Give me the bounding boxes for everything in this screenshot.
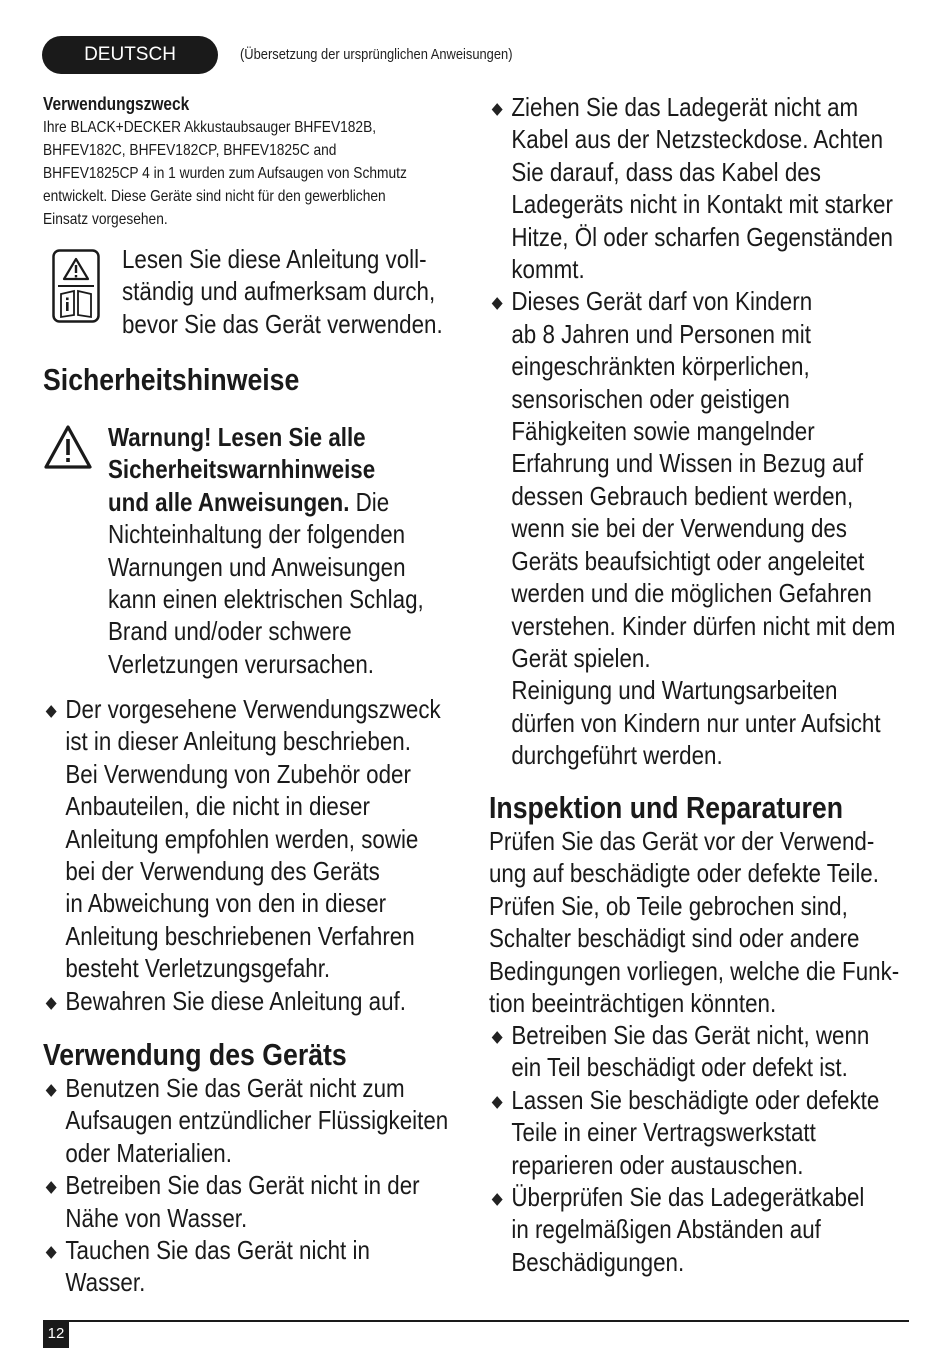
list-line: Wasser. [65,1267,146,1298]
paragraph-line: Schalter beschädigt sind oder andere [489,923,860,954]
inspection-intro [489,825,899,1019]
list-line: Aufsaugen entzündlicher Flüssigkeiten [65,1105,449,1136]
paragraph-line: ung auf beschädigte oder defekte Teile. [489,858,879,889]
list-line: werden und die möglichen Gefahren [511,578,872,609]
warning-triangle-icon [43,424,93,470]
list-line: Benutzen Sie das Gerät nicht zum [65,1073,405,1103]
warning-line: Warnungen und Anweisungen [108,551,406,582]
list-line: Hitze, Öl oder scharfen Gegenständen [511,221,893,252]
list-line: Anbauteilen, die nicht in dieser [65,791,370,822]
usage-heading: Verwendung des Geräts [43,1037,347,1072]
safety-heading: Sicherheitshinweise [43,362,300,397]
list-line: ein Teil beschädigt oder defekt ist. [511,1052,848,1083]
list-line: durchgeführt werden. [511,740,723,771]
intended-use-section [43,92,473,231]
list-line: Sie darauf, dass das Kabel des [511,156,821,187]
list-item [489,285,895,771]
paragraph-line: tion beeinträchtigen könnten. [489,988,777,1019]
list-item [489,91,895,285]
usage-bullets [43,1072,448,1299]
list-line: Der vorgesehene Verwendungszweck [65,694,441,724]
read-manual-text [122,243,443,340]
bullet-diamond-icon [46,997,57,1010]
list-line: Kabel aus der Netzsteckdose. Achten [511,124,884,155]
bullet-diamond-icon [492,1096,503,1109]
warning-bold-line: Warnung! Lesen Sie alle [108,422,366,452]
list-line: Bewahren Sie diese Anleitung auf. [65,985,406,1016]
warning-line: Die [349,486,390,517]
list-item [489,1084,879,1181]
list-line: Betreiben Sie das Gerät nicht, wenn [511,1020,870,1050]
read-manual-icon [52,249,100,323]
list-line: sensorischen oder geistigen [511,383,790,414]
language-tab: DEUTSCH [42,36,218,74]
list-line: Nähe von Wasser. [65,1202,248,1233]
right-safety-bullets [489,91,895,772]
list-line: in regelmäßigen Abständen auf [511,1214,821,1245]
list-line: bei der Verwendung des Geräts [65,856,380,887]
list-line: Teile in einer Vertragswerkstatt [511,1117,816,1148]
list-line: Ziehen Sie das Ladegerät nicht am [511,92,859,122]
warning-line: Brand und/oder schwere [108,616,352,647]
list-line: Anleitung empfohlen werden, sowie [65,823,419,854]
intended-use-title: Verwendungszweck [43,94,190,114]
bullet-diamond-icon [492,1193,503,1206]
list-line: besteht Verletzungsgefahr. [65,953,331,984]
intended-use-line: BHFEV1825CP 4 in 1 wurden zum Aufsaugen von Schmutz [43,165,407,182]
intended-use-line: entwickelt. Diese Geräte sind nicht für den gewerblichen [43,188,386,205]
list-line: Geräts beaufsichtigt oder angeleitet [511,545,865,576]
list-line: wenn sie bei der Verwendung des [511,513,848,544]
list-item [43,1072,448,1169]
list-line: Reinigung und Wartungsarbeiten [511,675,838,706]
list-line: Dieses Gerät darf von Kindern [511,286,813,317]
list-line: kommt. [511,254,585,285]
list-line: Bei Verwendung von Zubehör oder [65,758,411,789]
translation-note: (Übersetzung der ursprünglichen Anweisungen) [240,46,513,63]
list-line: Betreiben Sie das Gerät nicht in der [65,1170,420,1201]
list-line: oder Materialien. [65,1137,232,1168]
list-item [43,693,441,985]
warning-bold-line: Sicherheitswarnhinweise [108,454,376,485]
list-line: reparieren oder austauschen. [511,1149,804,1180]
list-item [43,985,441,1017]
bullet-diamond-icon [46,1246,57,1259]
bullet-diamond-icon [46,1181,57,1194]
warning-paragraph [108,421,424,680]
read-manual-line: Lesen Sie diese Anleitung voll- [122,244,427,274]
list-line: Überprüfen Sie das Ladegerätkabel [511,1182,865,1213]
footer-divider [43,1320,909,1322]
paragraph-line: Bedingungen vorliegen, welche die Funk- [489,955,900,986]
safety-bullets [43,693,441,1017]
list-line: ab 8 Jahren und Personen mit [511,318,811,349]
bullet-diamond-icon [46,1084,57,1097]
paragraph-line: Prüfen Sie, ob Teile gebrochen sind, [489,890,848,921]
list-line: Lassen Sie beschädigte oder defekte [511,1084,880,1115]
read-manual-line: bevor Sie das Gerät verwenden. [122,308,443,339]
page-number: 12 [43,1320,69,1348]
warning-line: Verletzungen verursachen. [108,648,375,679]
list-item [489,1019,879,1084]
list-line: eingeschränkten körperlichen, [511,351,810,382]
list-line: dessen Gebrauch bedient werden, [511,480,854,511]
intended-use-line: BHFEV182C, BHFEV182CP, BHFEV1825C and [43,142,337,159]
list-line: dürfen von Kindern nur unter Aufsicht [511,707,881,738]
list-line: ist in dieser Anleitung beschrieben. [65,726,411,757]
list-line: Fähigkeiten sowie mangelnder [511,416,815,447]
list-line: Erfahrung und Wissen in Bezug auf [511,448,864,479]
list-item [43,1234,448,1299]
list-line: in Abweichung von den in dieser [65,888,387,919]
warning-bold-line: und alle Anweisungen. [108,486,350,517]
inspection-bullets [489,1019,879,1278]
warning-line: kann einen elektrischen Schlag, [108,584,424,615]
list-line: Tauchen Sie das Gerät nicht in [65,1235,370,1266]
bullet-diamond-icon [46,705,57,718]
bullet-diamond-icon [492,103,503,116]
list-item [43,1169,448,1234]
paragraph-line: Prüfen Sie das Gerät vor der Verwend- [489,826,875,856]
list-line: verstehen. Kinder dürfen nicht mit dem [511,610,896,641]
list-line: Ladegeräts nicht in Kontakt mit starker [511,189,893,220]
intended-use-line: Einsatz vorgesehen. [43,211,168,228]
list-line: Gerät spielen. [511,642,651,673]
intended-use-line: Ihre BLACK+DECKER Akkustaubsauger BHFEV182B, [43,119,377,136]
bullet-diamond-icon [492,298,503,311]
warning-line: Nichteinhaltung der folgenden [108,519,406,550]
list-item [489,1181,879,1278]
list-line: Anleitung beschriebenen Verfahren [65,920,415,951]
list-line: Beschädigungen. [511,1246,685,1277]
bullet-diamond-icon [492,1031,503,1044]
inspection-heading: Inspektion und Reparaturen [489,790,844,825]
read-manual-line: ständig und aufmerksam durch, [122,276,436,307]
